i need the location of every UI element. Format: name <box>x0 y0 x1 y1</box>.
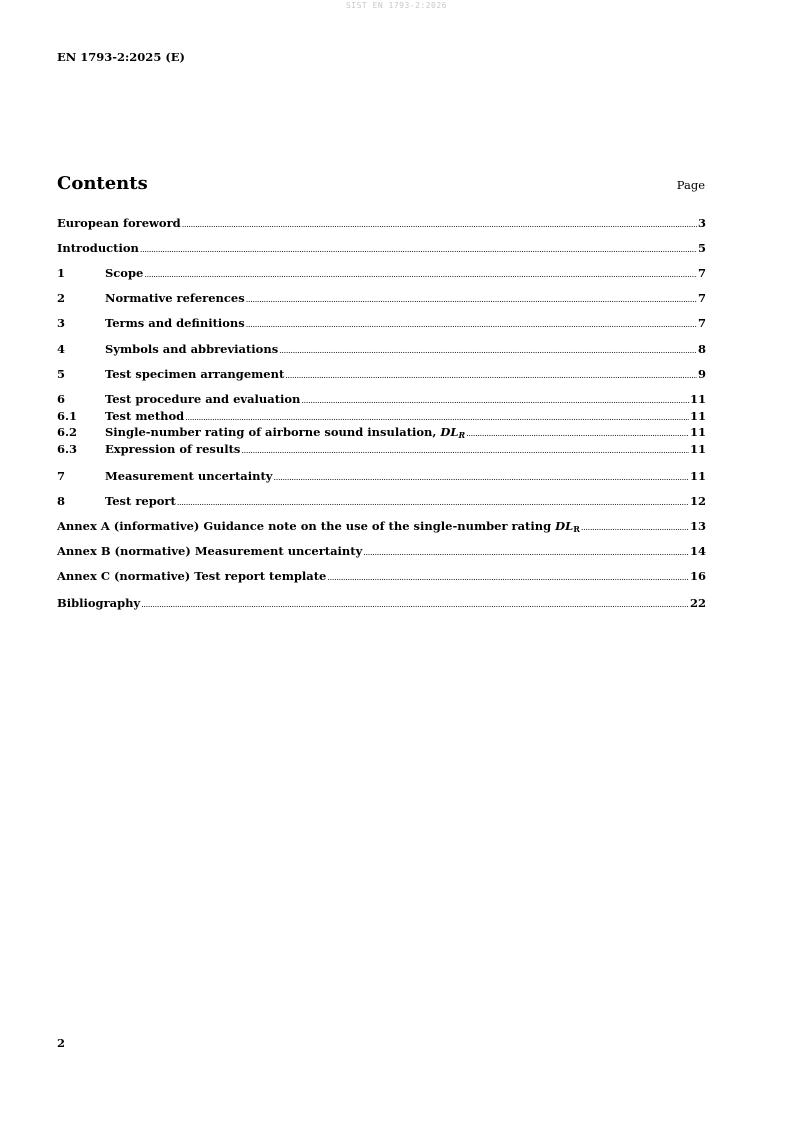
toc-leader-dots <box>279 343 697 358</box>
toc-entry-title: Expression of results <box>105 442 241 456</box>
toc-leader-dots <box>246 292 697 307</box>
toc-entry-number: 4 <box>57 342 66 356</box>
toc-entry-page: 11 <box>689 425 706 439</box>
toc-leader-dots <box>185 410 689 425</box>
toc-entry-number: 6.1 <box>57 409 78 423</box>
toc-entry-bibliography[interactable] <box>57 596 706 611</box>
toc-entry-title: Normative references <box>105 291 245 305</box>
toc-entry-title: Introduction <box>57 241 139 255</box>
toc-entry-number: 6.3 <box>57 442 78 456</box>
toc-entry-title: Test method <box>105 409 185 423</box>
toc-entry-title: Scope <box>105 266 144 280</box>
toc-entry-test-procedure[interactable] <box>57 392 706 407</box>
toc-entry-page: 11 <box>689 409 706 423</box>
toc-leader-dots <box>273 470 689 485</box>
toc-entry-terms-and-definitions[interactable] <box>57 316 706 331</box>
toc-entry-page: 11 <box>689 469 706 483</box>
toc-entry-annex-a[interactable] <box>57 519 706 534</box>
toc-entry-number: 1 <box>57 266 66 280</box>
contents-heading: Contents <box>57 173 148 194</box>
toc-entry-title: Symbols and abbreviations <box>105 342 279 356</box>
toc-entry-page: 13 <box>689 519 706 533</box>
toc-entry-single-number-rating[interactable] <box>57 425 706 440</box>
toc-entry-title: Bibliography <box>57 596 141 610</box>
toc-entry-page: 9 <box>697 367 706 381</box>
toc-leader-dots <box>144 267 697 282</box>
toc-entry-page: 7 <box>697 291 706 305</box>
toc-entry-page: 7 <box>697 316 706 330</box>
page-column-heading: Page <box>676 178 705 192</box>
toc-leader-dots <box>140 242 697 257</box>
toc-entry-annex-c[interactable] <box>57 569 706 584</box>
toc-entry-page: 12 <box>689 494 706 508</box>
toc-entry-title: Test procedure and evaluation <box>105 392 301 406</box>
toc-entry-number: 5 <box>57 367 66 381</box>
toc-entry-title: Test report <box>105 494 176 508</box>
page-number: 2 <box>57 1036 66 1050</box>
toc-leader-dots <box>327 570 689 585</box>
toc-entry-test-specimen-arrangement[interactable] <box>57 367 706 382</box>
toc-entry-expression-of-results[interactable] <box>57 442 706 457</box>
toc-entry-symbols-and-abbreviations[interactable] <box>57 342 706 357</box>
toc-entry-test-method[interactable] <box>57 409 706 424</box>
toc-entry-title: European foreword <box>57 216 181 230</box>
toc-entry-page: 5 <box>697 241 706 255</box>
toc-leader-dots <box>246 317 697 332</box>
toc-leader-dots <box>177 495 689 510</box>
toc-entry-number: 6.2 <box>57 425 78 439</box>
toc-entry-page: 7 <box>697 266 706 280</box>
toc-entry-title: Annex B (normative) Measurement uncertainty <box>57 544 363 558</box>
toc-entry-normative-references[interactable] <box>57 291 706 306</box>
toc-entry-page: 11 <box>689 442 706 456</box>
toc-entry-page: 8 <box>697 342 706 356</box>
toc-entry-title: Test specimen arrangement <box>105 367 285 381</box>
toc-entry-number: 7 <box>57 469 66 483</box>
toc-leader-dots <box>363 545 689 560</box>
watermark: SIST EN 1793-2:2026 <box>345 1 447 10</box>
toc-leader-dots <box>301 393 689 408</box>
toc-entry-measurement-uncertainty[interactable] <box>57 469 706 484</box>
toc-entry-test-report[interactable] <box>57 494 706 509</box>
toc-leader-dots <box>581 520 689 535</box>
toc-entry-introduction[interactable] <box>57 241 706 256</box>
toc-entry-number: 6 <box>57 392 66 406</box>
toc-entry-european-foreword[interactable] <box>57 216 706 231</box>
toc-entry-title: Annex C (normative) Test report template <box>57 569 327 583</box>
toc-entry-title: Single-number rating of airborne sound insulation, $DL_R$ <box>105 425 466 440</box>
toc-entry-number: 2 <box>57 291 66 305</box>
toc-leader-dots <box>141 597 689 612</box>
toc-entry-title: Measurement uncertainty <box>105 469 273 483</box>
toc-entry-title: Terms and definitions <box>105 316 245 330</box>
toc-leader-dots <box>466 426 689 441</box>
toc-entry-annex-b[interactable] <box>57 544 706 559</box>
toc-entry-title: Annex A (informative) Guidance note on the use of the single-number rating $DL_R$ <box>57 519 580 534</box>
toc-leader-dots <box>182 217 697 232</box>
toc-entry-page: 14 <box>689 544 706 558</box>
toc-entry-number: 3 <box>57 316 66 330</box>
toc-entry-page: 22 <box>689 596 706 610</box>
toc-entry-page: 16 <box>689 569 706 583</box>
toc-leader-dots <box>285 368 697 383</box>
toc-leader-dots <box>241 443 689 458</box>
toc-entry-page: 11 <box>689 392 706 406</box>
toc-entry-scope[interactable] <box>57 266 706 281</box>
toc-entry-page: 3 <box>697 216 706 230</box>
document-id: EN 1793-2:2025 (E) <box>57 50 185 64</box>
toc-entry-number: 8 <box>57 494 66 508</box>
